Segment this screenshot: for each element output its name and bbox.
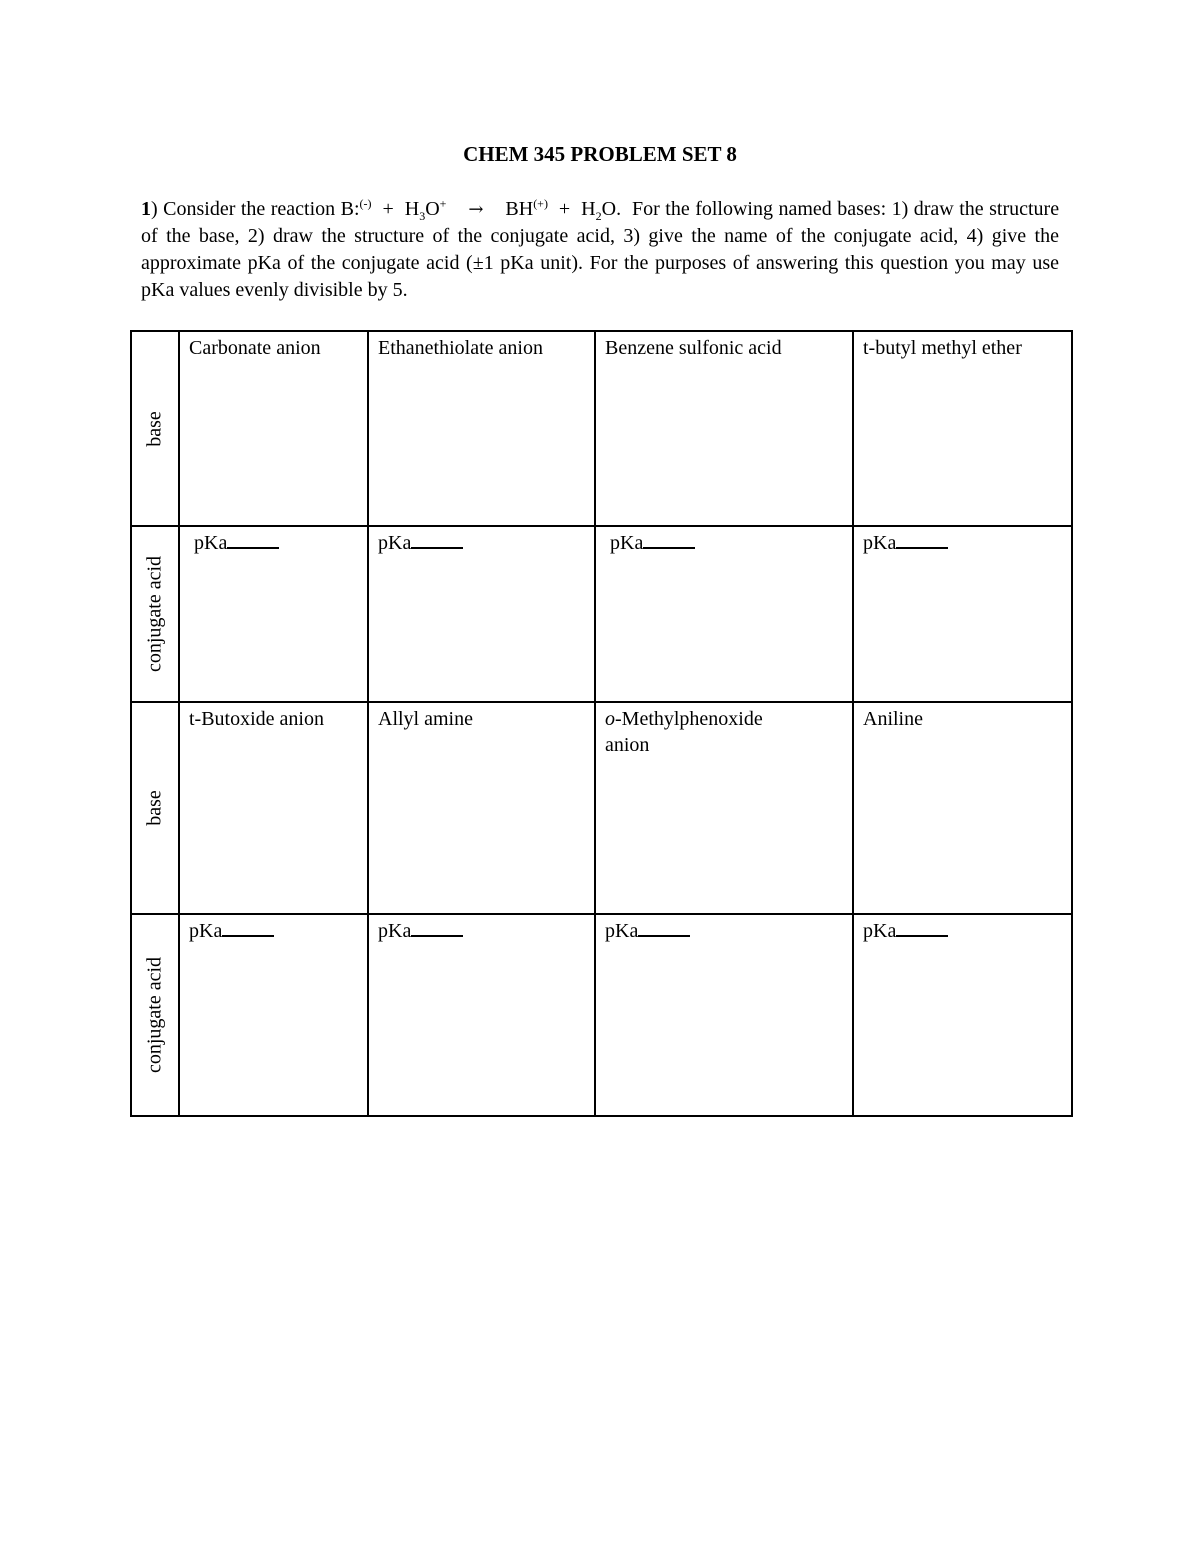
question-instructions: For the following named bases: 1) draw the structure of the base, 2) draw the structure of the conjugate acid, 3) give the name of the conjugate acid, 4) give the approximate pKa of the conjugate acid (±1 pKa unit). For the purposes of answering this question you may use pKa values evenly divisible by 5. — [141, 198, 1060, 301]
water-subscript: 2 — [595, 209, 602, 223]
base-cell-ethanethiolate[interactable] — [368, 331, 595, 526]
row-label-base: base — [143, 410, 166, 447]
hydronium-h: H — [404, 198, 420, 220]
table-row-conjugate-acid-1 — [131, 526, 1072, 702]
answer-table — [130, 330, 1073, 1117]
hydronium-subscript: 3 — [419, 209, 426, 223]
pka-blank[interactable] — [222, 919, 274, 937]
base-name: Ethanethiolate anion — [378, 337, 543, 359]
pka-label: pKa — [863, 532, 897, 554]
table-row-conjugate-acid-2 — [131, 914, 1072, 1116]
page-title: CHEM 345 PROBLEM SET 8 — [463, 142, 737, 166]
question-intro: Consider the reaction B: — [163, 198, 360, 220]
base-name: t-butyl methyl ether — [863, 337, 1022, 359]
row-label-conjugate-acid: conjugate acid — [143, 555, 166, 673]
water-h: H — [581, 198, 596, 220]
acid-cell[interactable] — [179, 914, 368, 1116]
base-name: Carbonate anion — [189, 337, 321, 359]
water-o: O. — [601, 198, 622, 220]
row-label-cell — [131, 331, 179, 526]
pka-label: pKa — [189, 920, 223, 942]
base-name: Allyl amine — [378, 708, 473, 730]
acid-cell[interactable] — [853, 914, 1072, 1116]
acid-cell[interactable] — [853, 526, 1072, 702]
base-cell-t-butoxide[interactable] — [179, 702, 368, 914]
pka-label: pKa — [605, 920, 639, 942]
question-number: 1 — [141, 198, 151, 220]
base-charge: (-) — [359, 196, 372, 211]
acid-cell[interactable] — [179, 526, 368, 702]
conjugate-acid-bh: BH — [505, 198, 534, 220]
ortho-prefix: o — [605, 708, 615, 730]
base-cell-carbonate[interactable] — [179, 331, 368, 526]
base-cell-allyl-amine[interactable] — [368, 702, 595, 914]
acid-cell[interactable] — [368, 526, 595, 702]
bh-charge: (+) — [533, 196, 548, 211]
acid-cell[interactable] — [368, 914, 595, 1116]
pka-label: pKa — [194, 532, 228, 554]
pka-blank[interactable] — [896, 919, 948, 937]
question-1 — [141, 196, 1059, 304]
hydronium-o: O — [425, 198, 440, 220]
plus-sign-2: + — [558, 198, 571, 220]
table-row-base-1 — [131, 331, 1072, 526]
pka-blank[interactable] — [638, 919, 690, 937]
acid-cell[interactable] — [595, 914, 853, 1116]
pka-blank[interactable] — [227, 531, 279, 549]
row-label-cell — [131, 914, 179, 1116]
table-row-base-2 — [131, 702, 1072, 914]
base-cell-benzene-sulfonic[interactable] — [595, 331, 853, 526]
base-name: -Methylphenoxide anion — [605, 708, 763, 756]
row-label-conjugate-acid: conjugate acid — [143, 956, 166, 1074]
base-name: Benzene sulfonic acid — [605, 337, 782, 359]
pka-label: pKa — [610, 532, 644, 554]
base-name: Aniline — [863, 708, 923, 730]
pka-blank[interactable] — [411, 531, 463, 549]
base-cell-aniline[interactable] — [853, 702, 1072, 914]
plus-sign: + — [382, 198, 394, 220]
pka-label: pKa — [863, 920, 897, 942]
pka-blank[interactable] — [896, 531, 948, 549]
base-name: t-Butoxide anion — [189, 708, 324, 730]
question-number-paren: ) — [151, 198, 158, 220]
base-cell-t-butyl-methyl-ether[interactable] — [853, 331, 1072, 526]
pka-blank[interactable] — [643, 531, 695, 549]
row-label-cell — [131, 526, 179, 702]
acid-cell[interactable] — [595, 526, 853, 702]
pka-blank[interactable] — [411, 919, 463, 937]
hydronium-charge: + — [439, 196, 447, 211]
base-cell-o-methylphenoxide[interactable] — [595, 702, 853, 914]
reaction-arrow: → — [468, 199, 484, 220]
pka-label: pKa — [378, 532, 412, 554]
pka-label: pKa — [378, 920, 412, 942]
row-label-base: base — [143, 790, 166, 826]
row-label-cell — [131, 702, 179, 914]
